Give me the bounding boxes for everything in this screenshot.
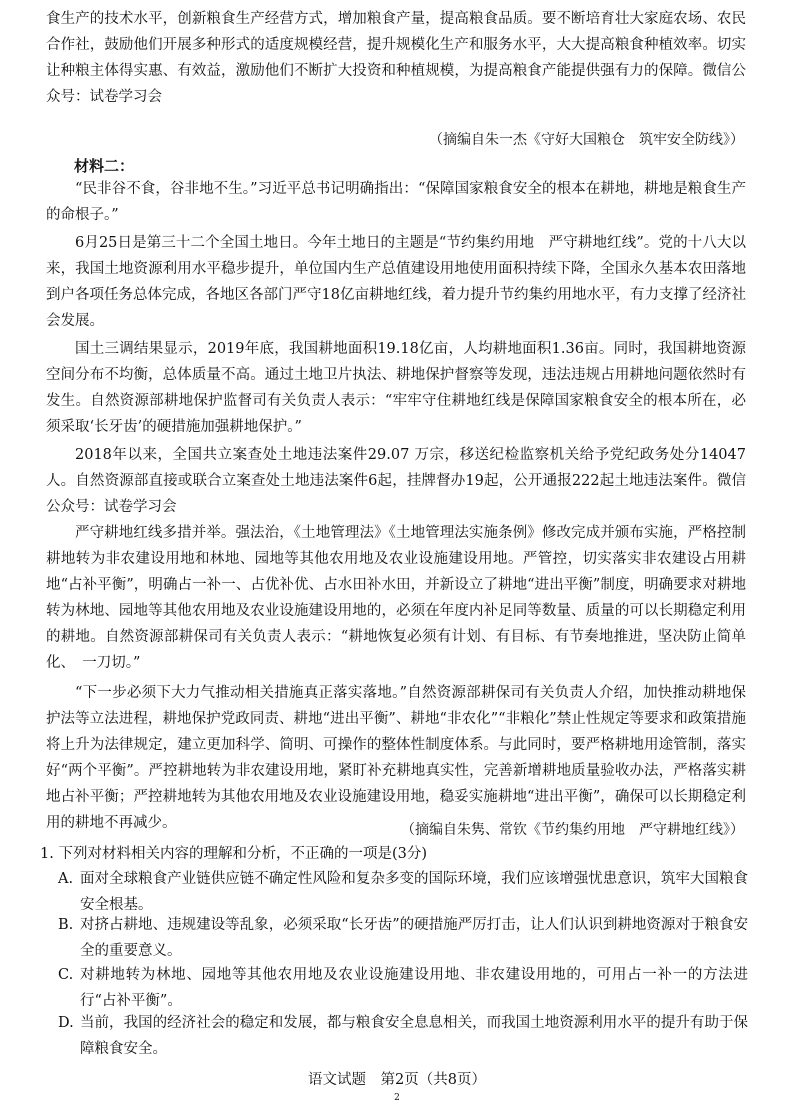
option-text: 当前，我国的经济社会的稳定和发展，都与粮食安全息息相关，而我国土地资源利用水平的提升有助于保障粮食安全。 xyxy=(80,1015,748,1057)
option-label: D. xyxy=(58,1015,74,1031)
material2-paragraph: 2018年以来，全国共立案查处土地违法案件29.07 万宗，移送纪检监察机关给予党纪政务处分14047人。自然资源部直接或联合立案查处土地违法案件6起，挂牌督办19起，公开通报222起土地违法案件。微信公众号：试卷学习会 xyxy=(46,447,746,515)
page-number: 2 xyxy=(394,1093,400,1103)
option-label: B. xyxy=(58,917,74,933)
material2-paragraph: 6月25日是第三十二个全国土地日。今年土地日的主题是“节约集约用地 严守耕地红线”。党的十八大以来，我国土地资源利用水平稳步提升，单位国内生产总值建设用地使用面积持续下降，全国永久基本农田落地到户各项任务总体完成，各地区各部门严守18亿亩耕地红线，着力提升节约集约用地水平，有力支撑了经济社会发展。 xyxy=(46,235,746,329)
material2-paragraph: 国土三调结果显示，2019年底，我国耕地面积19.18亿亩，人均耕地面积1.36亩。同时，我国耕地资源空间分布不均衡，总体质量不高。通过土地卫片执法、耕地保护督察等发现，违法违规占用耕地问题依然时有发生。自然资源部耕地保护监督司有关负责人表示：“牢牢守住耕地红线是保障国家粮食安全的根本所在，必须采取‘长牙齿’的硬措施加强耕地保护。” xyxy=(46,341,746,435)
material2-heading: 材料二： xyxy=(74,157,135,175)
material2-body xyxy=(46,176,746,836)
material2-paragraph: “下一步必须下大力气推动相关措施真正落实落地。”自然资源部耕保司有关负责人介绍，加快推动耕地保护法等立法进程，耕地保护党政同责、耕地“进出平衡”、耕地“非农化”“非粮化”禁止性规定等要求和政策措施将上升为法律规定，建立更加科学、简明、可操作的整体性制度体系。与此同时，要严格耕地用途管制，落实好“两个平衡”。严控耕地转为非农建设用地，紧盯补充耕地真实性，完善新增耕地质量验收办法，严格落实耕地占补平衡；严控耕地转为其他农用地及农业设施建设用地，稳妥实施耕地“进出平衡”，确保可以长期稳定利用的耕地不再减少。 xyxy=(46,685,746,831)
option-text: 对耕地转为林地、园地等其他农用地及农业设施建设用地、非农建设用地的，可用占一补一的方法进行“占补平衡”。 xyxy=(80,967,748,1009)
question-1-option-a[interactable] xyxy=(58,866,748,918)
material1-tail-paragraph: 食生产的技术水平，创新粮食生产经营方式，增加粮食产量，提高粮食品质。要不断培育壮大家庭农场、农民合作社，鼓励他们开展多种形式的适度规模经营，提升规模化生产和服务水平，大大提高粮食种植效率。切实让种粮主体得实惠、有效益，激励他们不断扩大投资和种植规模，为提高粮食产能提供强有力的保障。微信公众号：试卷学习会 xyxy=(46,11,746,105)
material1-source: （摘编自朱一杰《守好大国粮仓 筑牢安全防线》） xyxy=(429,132,744,148)
material2-paragraph: “民非谷不食，谷非地不生。”习近平总书记明确指出：“保障国家粮食安全的根本在耕地，耕地是粮食生产的命根子。” xyxy=(46,181,746,223)
question-1-stem: 1. 下列对材料相关内容的理解和分析，不正确的一项是(3分) xyxy=(40,846,427,862)
question-1-option-b[interactable] xyxy=(58,912,748,964)
material2-paragraph: 严守耕地红线多措并举。强法治，《土地管理法》《土地管理法实施条例》修改完成并颁布实施，严格控制耕地转为非农建设用地和林地、园地等其他农用地及农业设施建设用地。严管控，切实落实非农建设占用耕地“占补平衡”，明确占一补一、占优补优、占水田补水田，并新设立了耕地“进出平衡”制度，明确要求对耕地转为林地、园地等其他农用地及农业设施建设用地的，必须在年度内补足同等数量、质量的可以长期稳定利用的耕地。自然资源部耕保司有关负责人表示：“耕地恢复必须有计划、有目标、有节奏地推进，坚决防止简单化、 一刀切。” xyxy=(46,525,746,671)
option-label: A. xyxy=(58,871,74,887)
question-1-option-c[interactable] xyxy=(58,962,748,1014)
material2-source: （摘编自朱隽、常钦《节约集约用地 严守耕地红线》） xyxy=(401,822,744,838)
option-text: 面对全球粮食产业链供应链不确定性风险和复杂多变的国际环境，我们应该增强忧患意识，筑牢大国粮食安全根基。 xyxy=(80,871,748,913)
question-1-option-d[interactable] xyxy=(58,1010,748,1062)
page-footer: 语文试题 第2页（共8页） xyxy=(308,1072,486,1088)
option-text: 对挤占耕地、违规建设等乱象，必须采取“长牙齿”的硬措施严厉打击，让人们认识到耕地资源对于粮食安全的重要意义。 xyxy=(80,917,748,959)
material1-continuation xyxy=(46,6,746,110)
option-label: C. xyxy=(58,967,74,983)
